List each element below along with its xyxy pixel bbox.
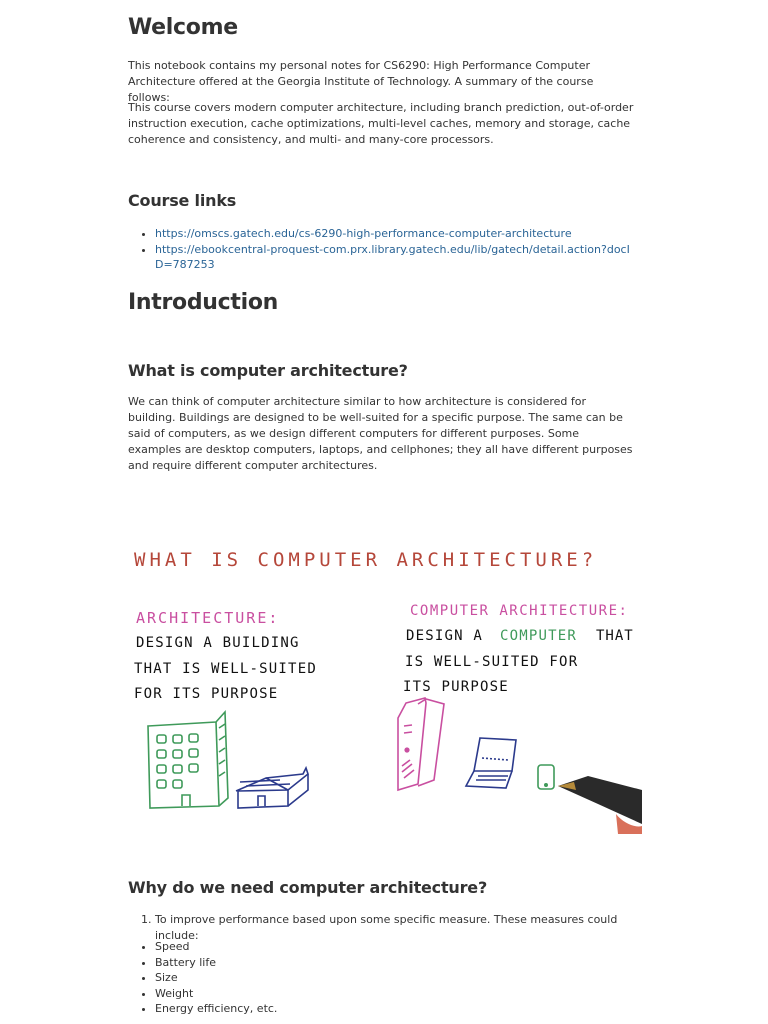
measures-list — [128, 939, 635, 1017]
list-item — [155, 242, 635, 273]
building-icon — [148, 712, 228, 808]
figure-left-line: FOR ITS PURPOSE — [134, 686, 279, 702]
pen-icon — [558, 776, 642, 834]
list-item: • Battery life — [155, 955, 635, 971]
what-is-title: What is computer architecture? — [128, 361, 408, 380]
introduction-title: Introduction — [128, 290, 279, 315]
welcome-title: Welcome — [128, 15, 238, 40]
whiteboard-figure — [128, 528, 642, 834]
list-item: • Energy efficiency, etc. — [155, 1001, 635, 1017]
list-item — [155, 226, 635, 242]
whiteboard-drawing — [128, 528, 642, 834]
laptop-icon — [466, 738, 516, 788]
course-links-title: Course links — [128, 191, 237, 210]
what-is-paragraph: We can think of computer architecture similar to how architecture is considered for building. Buildings are designed to be well-suited for a specific purpose. The same can be said of computers, as we design different computers for different purposes. Some examples are desktop computers, laptops, and cellphones; they all have different purposes and require different computer architectures. — [128, 395, 633, 472]
house-icon — [236, 768, 308, 808]
figure-left-line: DESIGN A BUILDING — [136, 635, 300, 651]
why-title: Why do we need computer architecture? — [128, 878, 488, 897]
list-item: • Weight — [155, 986, 635, 1002]
list-item: • Size — [155, 970, 635, 986]
list-item: • Speed — [155, 939, 635, 955]
list-item: 1. To improve performance based upon some specific measure. These measures could include: — [155, 912, 635, 943]
figure-right-computer-word: COMPUTER — [500, 628, 578, 644]
ebook-link[interactable]: https://ebookcentral-proquest-com.prx.library.gatech.edu/lib/gatech/detail.action?docID=787253 — [155, 242, 630, 272]
figure-heading: WHAT IS COMPUTER ARCHITECTURE? — [134, 549, 598, 571]
welcome-paragraph-1: This notebook contains my personal notes for CS6290: High Performance Computer Architecture offered at the Georgia Institute of Technology. A summary of the course follows: — [128, 59, 594, 104]
course-links-list — [128, 226, 635, 273]
omscs-course-link[interactable]: https://omscs.gatech.edu/cs-6290-high-performance-computer-architecture — [155, 227, 572, 240]
phone-icon — [538, 765, 554, 789]
welcome-paragraph-2: This course covers modern computer architecture, including branch prediction, out-of-order instruction execution, cache optimizations, multi-level caches, memory and storage, cache coherence and consistency, and multi- and many-core processors. — [128, 101, 634, 146]
figure-right-title: COMPUTER ARCHITECTURE: — [410, 603, 629, 619]
figure-right-line: DESIGN A — [406, 628, 484, 644]
figure-right-line: THAT — [596, 628, 634, 644]
desktop-computer-icon — [398, 698, 444, 790]
figure-left-line: THAT IS WELL-SUITED — [134, 661, 317, 677]
figure-right-line: IS WELL-SUITED FOR — [405, 654, 579, 670]
figure-left-title: ARCHITECTURE: — [136, 609, 280, 627]
figure-right-line: ITS PURPOSE — [403, 679, 509, 695]
